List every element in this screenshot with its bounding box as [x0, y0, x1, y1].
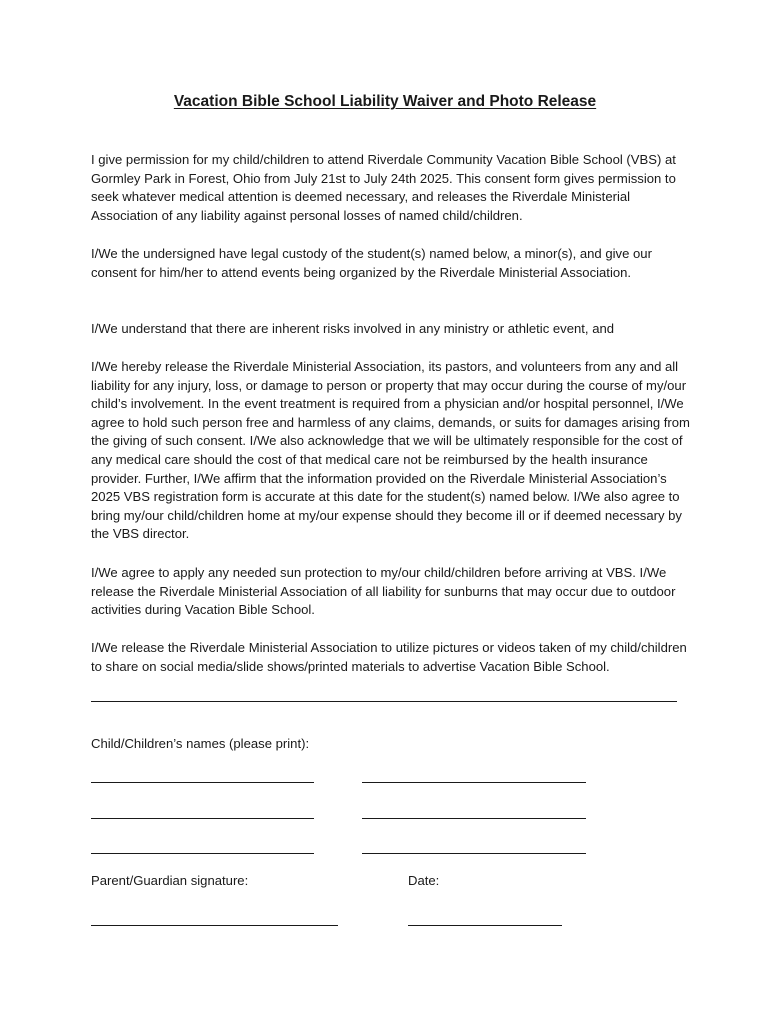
date-label: Date: — [408, 873, 440, 888]
child-name-line-3[interactable] — [91, 818, 314, 819]
document-title: Vacation Bible School Liability Waiver and Photo Release — [173, 93, 597, 110]
child-name-line-2[interactable] — [362, 782, 586, 783]
paragraph-permission: I give permission for my child/children to attend Riverdale Community Vacation Bible School (VBS) at Gormley Park in Forest, Ohio from July 21st to July 24th 2025. This consent form gives permission to seek whatever medical attention is deemed necessary, and releases the Riverdale Ministerial Association of any liability against personal losses of named child/children. — [91, 152, 676, 223]
child-name-line-6[interactable] — [362, 853, 586, 854]
child-name-line-5[interactable] — [91, 853, 314, 854]
paragraph-release: I/We hereby release the Riverdale Ministerial Association, its pastors, and volunteers from any and all liability for any injury, loss, or damage to person or property that may occur during the course of my/our child’s involvement. In the event treatment is required from a physician and/or hospital personnel, I/We agree to hold such person free and harmless of any claims, demands, or suits for damages arising from the giving of such consent. I/We also acknowledge that we will be ultimately responsible for the cost of any medical care should the cost of that medical care not be reimbursed by the health insurance provider. Further, I/We affirm that the information provided on the Riverdale Ministerial Association’s 2025 VBS registration form is accurate at this date for the student(s) named below. I/We also agree to bring my/our child/children home at my/our expense should they become ill or if deemed necessary by the VBS director. — [91, 359, 690, 542]
child-name-line-4[interactable] — [362, 818, 586, 819]
paragraph-custody: I/We the undersigned have legal custody of the student(s) named below, a minor(s), and give our consent for him/her to attend events being organized by the Riverdale Ministerial Association. — [91, 246, 652, 280]
paragraph-risks: I/We understand that there are inherent risks involved in any ministry or athletic event, and — [91, 321, 615, 336]
paragraph-sun-protection: I/We agree to apply any needed sun protection to my/our child/children before arriving at VBS. I/We release the Riverdale Ministerial Association of all liability for sunburns that may occur due to outdoor activities during Vacation Bible School. — [91, 565, 676, 618]
date-line[interactable] — [408, 925, 562, 926]
child-name-line-1[interactable] — [91, 782, 314, 783]
section-divider-line — [91, 701, 677, 702]
paragraph-photo-release: I/We release the Riverdale Ministerial Association to utilize pictures or videos taken of my child/children to share on social media/slide shows/printed materials to advertise Vacation Bible School. — [91, 640, 687, 674]
children-names-label: Child/Children’s names (please print): — [91, 736, 310, 751]
signature-line[interactable] — [91, 925, 338, 926]
signature-label: Parent/Guardian signature: — [91, 873, 249, 888]
